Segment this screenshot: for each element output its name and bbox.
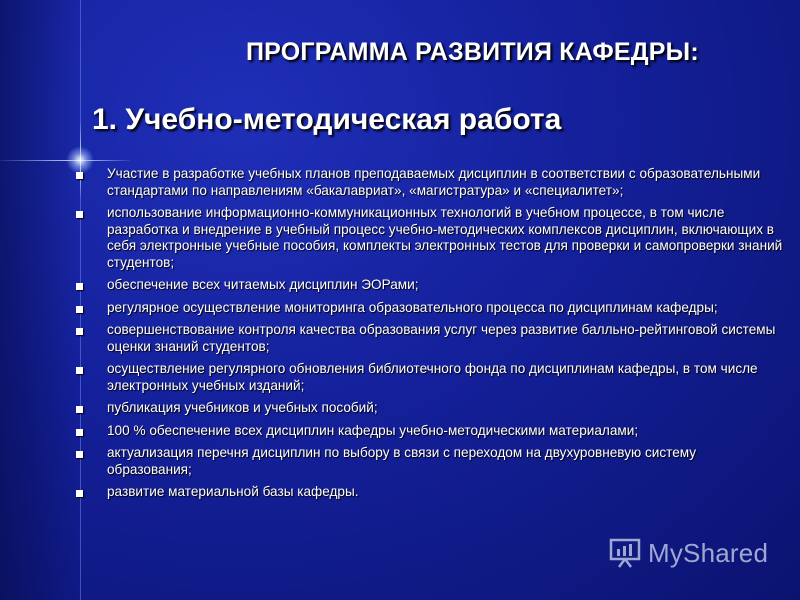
left-decor-band (0, 0, 80, 600)
horizontal-accent-line (0, 160, 130, 161)
bullet-text: публикация учебников и учебных пособий; (107, 400, 378, 415)
bullet-item (76, 445, 784, 478)
bullet-item (76, 484, 784, 501)
bullet-item (76, 300, 784, 317)
bullet-text: обеспечение всех читаемых дисциплин ЭОРами; (107, 277, 419, 292)
square-bullet-icon (76, 490, 83, 497)
bullet-text: совершенствование контроля качества образования услуг через развитие балльно-рейтинговой системы оценки знаний студентов; (107, 322, 776, 354)
myshared-watermark (608, 536, 768, 570)
square-bullet-icon (76, 406, 83, 413)
slide-subtitle: 1. Учебно-методическая работа (92, 103, 562, 136)
bullet-item (76, 205, 784, 271)
square-bullet-icon (76, 172, 83, 179)
bullet-list (76, 166, 784, 507)
bullet-item (76, 322, 784, 355)
bullet-item (76, 166, 784, 199)
bullet-text: актуализация перечня дисциплин по выбору в связи с переходом на двухуровневую систему образования; (107, 445, 697, 477)
square-bullet-icon (76, 451, 83, 458)
bullet-item (76, 277, 784, 294)
square-bullet-icon (76, 283, 83, 290)
square-bullet-icon (76, 328, 83, 335)
bullet-text: развитие материальной базы кафедры. (107, 484, 359, 499)
bullet-text: использование информационно-коммуникационных технологий в учебном процессе, в том числе разработка и внедрение в учебный процесс учебно-методических комплексов дисциплин, включающих в себя электронные учебные пособия, комплекты электронных тестов для проверки и самопроверки знаний студентов; (107, 205, 783, 270)
square-bullet-icon (76, 211, 83, 218)
square-bullet-icon (76, 429, 83, 436)
watermark-text: MyShared (648, 537, 769, 568)
square-bullet-icon (76, 306, 83, 313)
bullet-text: 100 % обеспечение всех дисциплин кафедры учебно-методическими материалами; (107, 422, 639, 438)
square-bullet-icon (76, 367, 83, 374)
bullet-text: регулярное осуществление мониторинга образовательного процесса по дисциплинам кафедры; (107, 299, 718, 315)
presentation-board-icon (608, 536, 642, 570)
bullet-text: Участие в разработке учебных планов преподаваемых дисциплин в соответствии с образовательными стандартами по направлениям «бакалавриат», «магистратура» и «специалитет»; (107, 166, 761, 198)
slide-title: ПРОГРАММА РАЗВИТИЯ КАФЕДРЫ: (246, 38, 699, 66)
bullet-item (76, 423, 784, 440)
bullet-item (76, 400, 784, 417)
bullet-item (76, 361, 784, 394)
bullet-text: осуществление регулярного обновления библиотечного фонда по дисциплинам кафедры, в том числе электронных учебных изданий; (107, 361, 758, 393)
